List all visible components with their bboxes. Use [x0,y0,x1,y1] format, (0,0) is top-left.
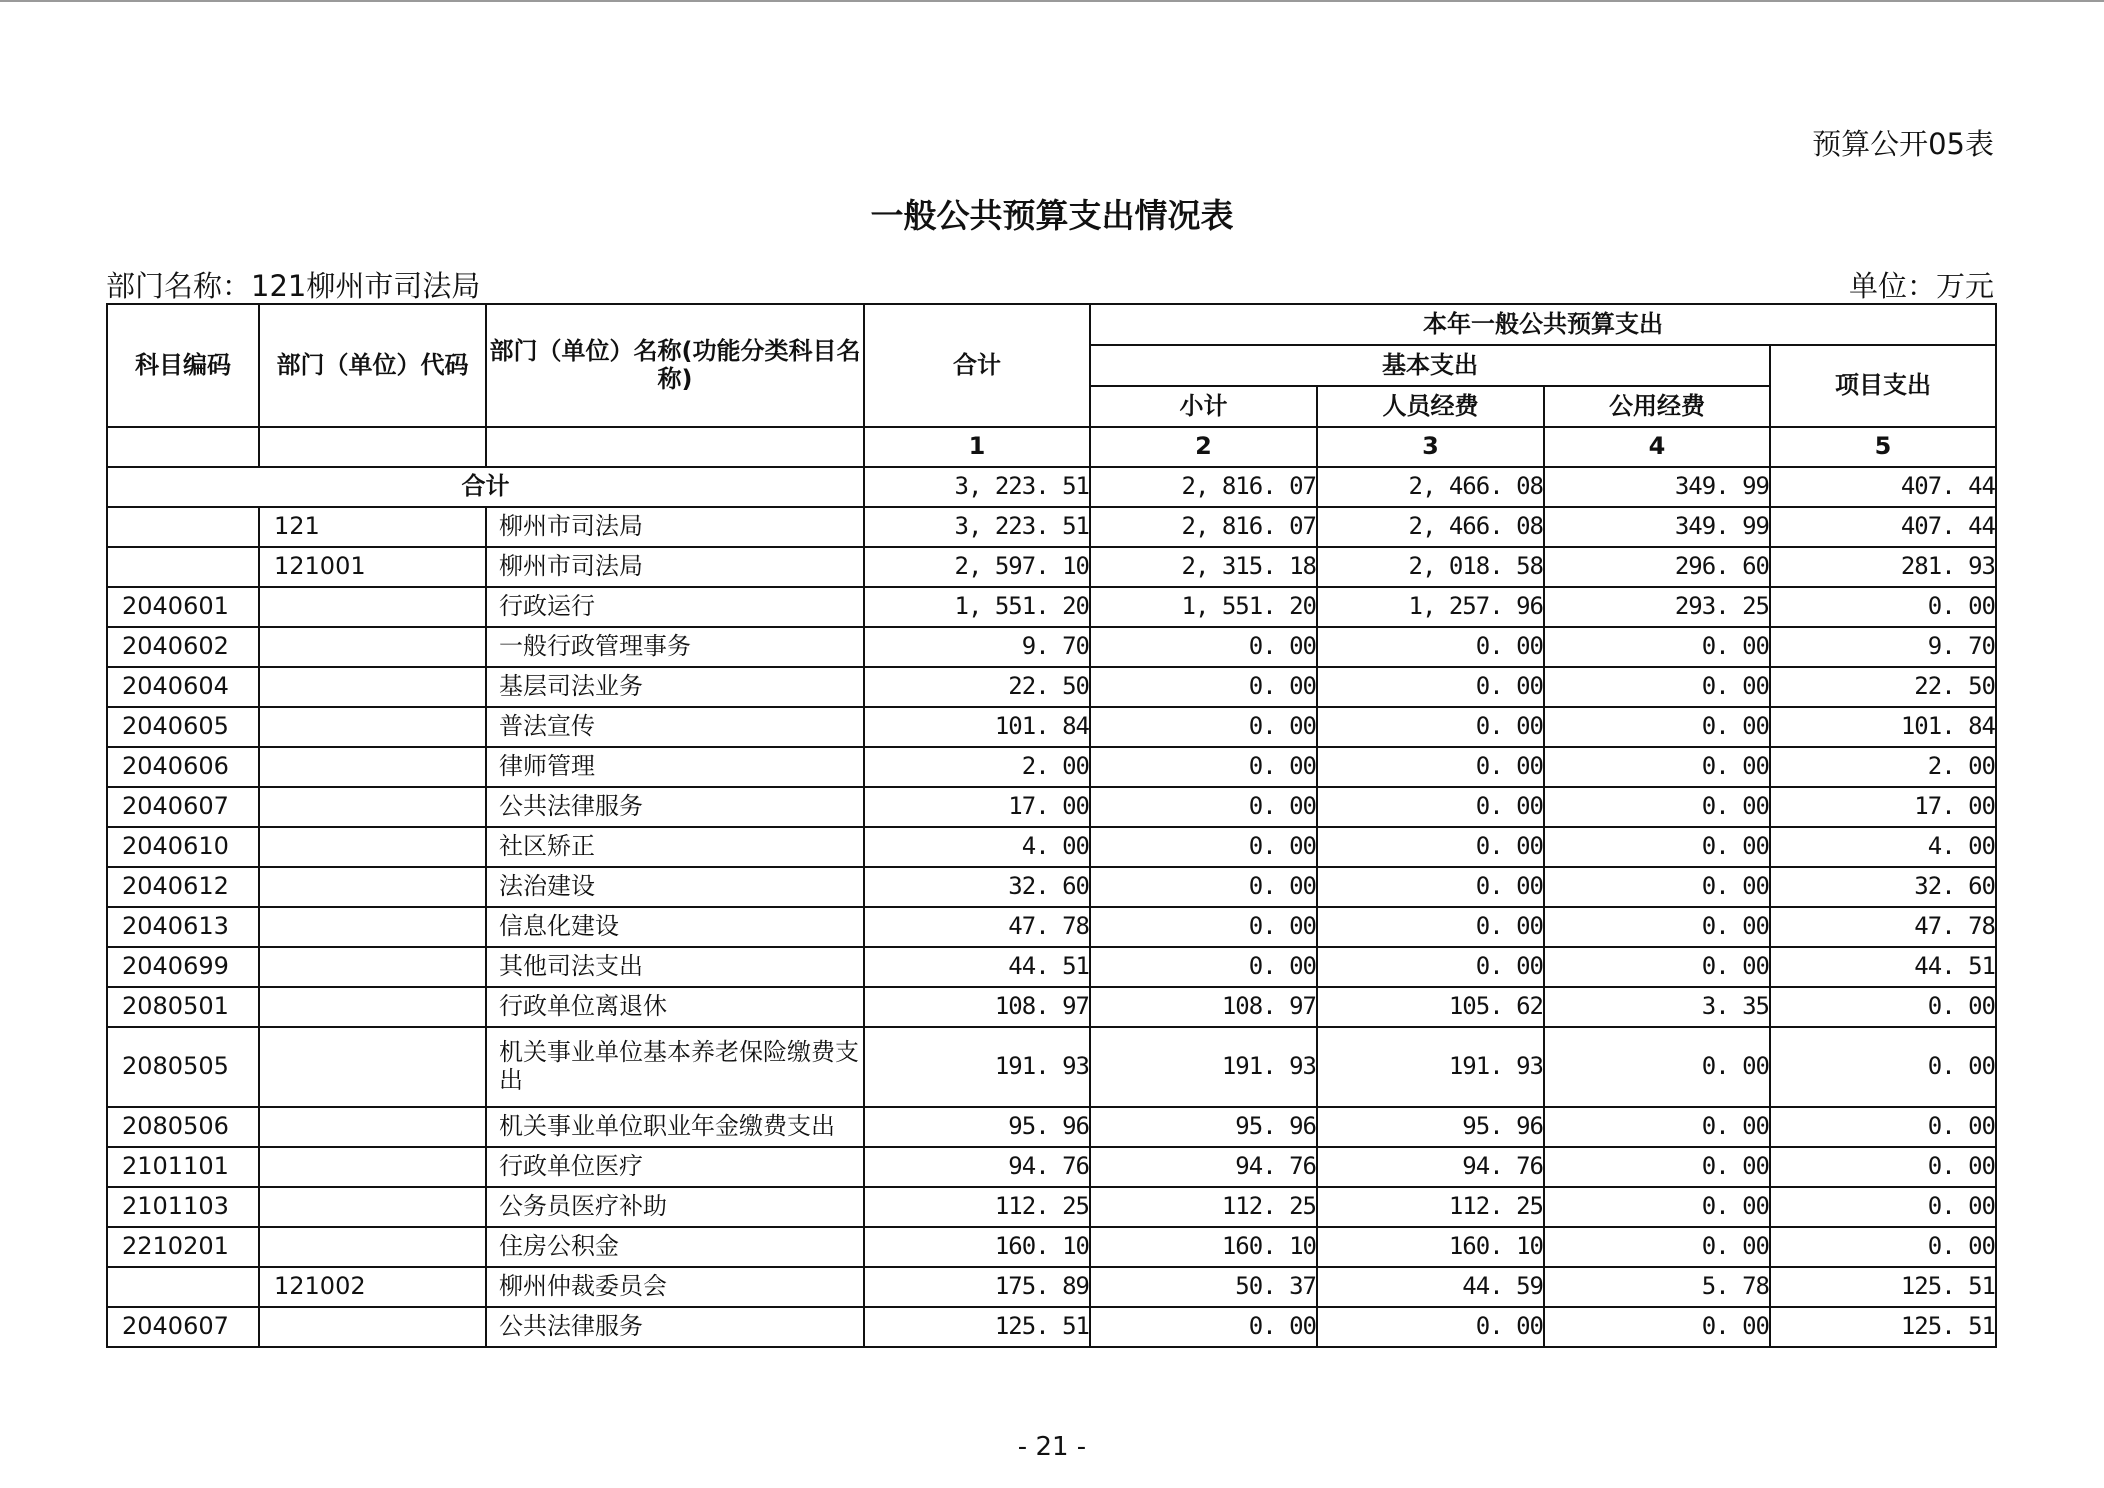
unit-code-cell [259,667,486,707]
project-cell: 125. 51 [1770,1307,1996,1347]
subject-code-cell [107,547,259,587]
subtotal-cell: 160. 10 [1090,1227,1317,1267]
personnel-cell: 2, 018. 58 [1317,547,1544,587]
subject-code-cell: 2210201 [107,1227,259,1267]
table-row [107,1267,1996,1307]
project-cell: 2. 00 [1770,747,1996,787]
public-cell: 0. 00 [1544,627,1770,667]
name-cell: 法治建设 [486,867,864,907]
total-cell: 191. 93 [864,1027,1090,1107]
total-cell: 2. 00 [864,747,1090,787]
total-label: 合计 [107,467,864,507]
header-total: 合计 [864,304,1090,427]
name-cell: 行政运行 [486,587,864,627]
table-row [107,987,1996,1027]
unit-code-cell [259,1227,486,1267]
budget-table [106,303,1997,1348]
project-cell: 125. 51 [1770,1267,1996,1307]
subject-code-cell: 2080505 [107,1027,259,1107]
table-row [107,547,1996,587]
header-blank [486,427,864,467]
table-row [107,1147,1996,1187]
personnel-cell: 0. 00 [1317,707,1544,747]
project-cell: 407. 44 [1770,467,1996,507]
header-col-number: 1 [864,427,1090,467]
total-row [107,467,1996,507]
header-subject-code: 科目编码 [107,304,259,427]
unit-code-cell: 121002 [259,1267,486,1307]
header-col-number: 4 [1544,427,1770,467]
subject-code-cell: 2080506 [107,1107,259,1147]
subtotal-cell: 191. 93 [1090,1027,1317,1107]
project-cell: 281. 93 [1770,547,1996,587]
project-cell: 0. 00 [1770,987,1996,1027]
header-unit-name: 部门（单位）名称(功能分类科目名称) [486,304,864,427]
subtotal-cell: 1, 551. 20 [1090,587,1317,627]
public-cell: 0. 00 [1544,787,1770,827]
subject-code-cell: 2040606 [107,747,259,787]
public-cell: 0. 00 [1544,1027,1770,1107]
personnel-cell: 112. 25 [1317,1187,1544,1227]
total-cell: 112. 25 [864,1187,1090,1227]
header-col-number: 3 [1317,427,1544,467]
page-title: 一般公共预算支出情况表 [870,196,1234,235]
unit-code-cell [259,747,486,787]
unit-code-cell [259,907,486,947]
unit-code-cell [259,707,486,747]
header-unit-code: 部门（单位）代码 [259,304,486,427]
unit-code-cell [259,1027,486,1107]
table-row [107,867,1996,907]
personnel-cell: 1, 257. 96 [1317,587,1544,627]
name-cell: 普法宣传 [486,707,864,747]
subtotal-cell: 0. 00 [1090,1307,1317,1347]
subtotal-cell: 2, 315. 18 [1090,547,1317,587]
name-cell: 柳州仲裁委员会 [486,1267,864,1307]
subtotal-cell: 0. 00 [1090,707,1317,747]
unit-code-cell [259,1147,486,1187]
subtotal-cell: 0. 00 [1090,627,1317,667]
project-cell: 4. 00 [1770,827,1996,867]
total-cell: 3, 223. 51 [864,467,1090,507]
personnel-cell: 105. 62 [1317,987,1544,1027]
personnel-cell: 2, 466. 08 [1317,507,1544,547]
table-row [107,587,1996,627]
public-cell: 0. 00 [1544,667,1770,707]
total-cell: 3, 223. 51 [864,507,1090,547]
public-cell: 0. 00 [1544,1307,1770,1347]
project-cell: 407. 44 [1770,507,1996,547]
name-cell: 机关事业单位基本养老保险缴费支出 [486,1027,864,1107]
unit-code-cell [259,867,486,907]
project-cell: 0. 00 [1770,1147,1996,1187]
subtotal-cell: 0. 00 [1090,947,1317,987]
subject-code-cell: 2040607 [107,1307,259,1347]
public-cell: 3. 35 [1544,987,1770,1027]
total-cell: 94. 76 [864,1147,1090,1187]
public-cell: 0. 00 [1544,867,1770,907]
subject-code-cell: 2080501 [107,987,259,1027]
table-row [107,747,1996,787]
public-cell: 0. 00 [1544,947,1770,987]
subject-code-cell: 2040605 [107,707,259,747]
unit-code-cell [259,1107,486,1147]
subject-code-cell: 2040699 [107,947,259,987]
subtotal-cell: 0. 00 [1090,747,1317,787]
subtotal-cell: 0. 00 [1090,907,1317,947]
form-code: 预算公开05表 [1812,127,1994,161]
total-cell: 44. 51 [864,947,1090,987]
personnel-cell: 44. 59 [1317,1267,1544,1307]
public-cell: 0. 00 [1544,907,1770,947]
project-cell: 0. 00 [1770,1227,1996,1267]
public-cell: 0. 00 [1544,1107,1770,1147]
table-row [107,1107,1996,1147]
total-cell: 47. 78 [864,907,1090,947]
name-cell: 行政单位医疗 [486,1147,864,1187]
table-row [107,827,1996,867]
unit-code-cell [259,787,486,827]
public-cell: 0. 00 [1544,1227,1770,1267]
personnel-cell: 94. 76 [1317,1147,1544,1187]
project-cell: 0. 00 [1770,1107,1996,1147]
public-cell: 5. 78 [1544,1267,1770,1307]
page-number: - 21 - [1017,1432,1087,1462]
header-basic: 基本支出 [1090,345,1770,386]
total-cell: 22. 50 [864,667,1090,707]
name-cell: 公务员医疗补助 [486,1187,864,1227]
project-cell: 44. 51 [1770,947,1996,987]
table-row [107,707,1996,747]
total-cell: 4. 00 [864,827,1090,867]
table-row [107,787,1996,827]
table-row [107,507,1996,547]
name-cell: 住房公积金 [486,1227,864,1267]
subtotal-cell: 2, 816. 07 [1090,467,1317,507]
table-row [107,1227,1996,1267]
table-row [107,1187,1996,1227]
subtotal-cell: 108. 97 [1090,987,1317,1027]
subtotal-cell: 94. 76 [1090,1147,1317,1187]
public-cell: 0. 00 [1544,827,1770,867]
personnel-cell: 0. 00 [1317,867,1544,907]
personnel-cell: 0. 00 [1317,907,1544,947]
project-cell: 32. 60 [1770,867,1996,907]
project-cell: 101. 84 [1770,707,1996,747]
unit-code-cell [259,1307,486,1347]
unit-code-cell [259,987,486,1027]
top-border-line [0,0,2104,2]
header-project: 项目支出 [1770,345,1996,427]
project-cell: 22. 50 [1770,667,1996,707]
subtotal-cell: 112. 25 [1090,1187,1317,1227]
personnel-cell: 0. 00 [1317,827,1544,867]
subject-code-cell: 2101101 [107,1147,259,1187]
total-cell: 2, 597. 10 [864,547,1090,587]
name-cell: 柳州市司法局 [486,507,864,547]
table-row [107,1027,1996,1107]
personnel-cell: 191. 93 [1317,1027,1544,1107]
total-cell: 95. 96 [864,1107,1090,1147]
name-cell: 柳州市司法局 [486,547,864,587]
name-cell: 社区矫正 [486,827,864,867]
name-cell: 行政单位离退休 [486,987,864,1027]
subtotal-cell: 2, 816. 07 [1090,507,1317,547]
table-row [107,907,1996,947]
total-cell: 17. 00 [864,787,1090,827]
project-cell: 17. 00 [1770,787,1996,827]
total-cell: 101. 84 [864,707,1090,747]
subject-code-cell [107,1267,259,1307]
header-col-number: 5 [1770,427,1996,467]
unit-code-cell [259,947,486,987]
personnel-cell: 0. 00 [1317,747,1544,787]
public-cell: 349. 99 [1544,467,1770,507]
total-cell: 175. 89 [864,1267,1090,1307]
public-cell: 0. 00 [1544,1147,1770,1187]
header-current-year: 本年一般公共预算支出 [1090,304,1996,345]
subject-code-cell [107,507,259,547]
table-row [107,1307,1996,1347]
header-subtotal: 小计 [1090,386,1317,427]
unit-code-cell [259,827,486,867]
public-cell: 0. 00 [1544,1187,1770,1227]
public-cell: 0. 00 [1544,707,1770,747]
header-personnel: 人员经费 [1317,386,1544,427]
table-row [107,947,1996,987]
name-cell: 基层司法业务 [486,667,864,707]
subject-code-cell: 2040602 [107,627,259,667]
subject-code-cell: 2101103 [107,1187,259,1227]
project-cell: 0. 00 [1770,587,1996,627]
name-cell: 公共法律服务 [486,787,864,827]
unit-code-cell [259,587,486,627]
project-cell: 0. 00 [1770,1187,1996,1227]
header-blank [259,427,486,467]
subject-code-cell: 2040610 [107,827,259,867]
subtotal-cell: 0. 00 [1090,787,1317,827]
public-cell: 296. 60 [1544,547,1770,587]
table-row [107,667,1996,707]
personnel-cell: 0. 00 [1317,787,1544,827]
total-cell: 9. 70 [864,627,1090,667]
subtotal-cell: 0. 00 [1090,867,1317,907]
subtotal-cell: 0. 00 [1090,827,1317,867]
personnel-cell: 0. 00 [1317,947,1544,987]
total-cell: 125. 51 [864,1307,1090,1347]
department-label: 部门名称：121柳州市司法局 [106,269,481,303]
subtotal-cell: 95. 96 [1090,1107,1317,1147]
public-cell: 0. 00 [1544,747,1770,787]
total-cell: 108. 97 [864,987,1090,1027]
subject-code-cell: 2040601 [107,587,259,627]
name-cell: 信息化建设 [486,907,864,947]
project-cell: 9. 70 [1770,627,1996,667]
unit-code-cell: 121 [259,507,486,547]
unit-code-cell [259,1187,486,1227]
personnel-cell: 0. 00 [1317,1307,1544,1347]
subject-code-cell: 2040612 [107,867,259,907]
subject-code-cell: 2040607 [107,787,259,827]
personnel-cell: 95. 96 [1317,1107,1544,1147]
public-cell: 293. 25 [1544,587,1770,627]
total-cell: 160. 10 [864,1227,1090,1267]
header-col-number: 2 [1090,427,1317,467]
name-cell: 律师管理 [486,747,864,787]
subject-code-cell: 2040613 [107,907,259,947]
name-cell: 一般行政管理事务 [486,627,864,667]
project-cell: 0. 00 [1770,1027,1996,1107]
header-blank [107,427,259,467]
unit-code-cell: 121001 [259,547,486,587]
header-public: 公用经费 [1544,386,1770,427]
personnel-cell: 0. 00 [1317,667,1544,707]
public-cell: 349. 99 [1544,507,1770,547]
total-cell: 1, 551. 20 [864,587,1090,627]
personnel-cell: 2, 466. 08 [1317,467,1544,507]
table-row [107,627,1996,667]
subtotal-cell: 0. 00 [1090,667,1317,707]
name-cell: 机关事业单位职业年金缴费支出 [486,1107,864,1147]
name-cell: 其他司法支出 [486,947,864,987]
name-cell: 公共法律服务 [486,1307,864,1347]
personnel-cell: 160. 10 [1317,1227,1544,1267]
unit-code-cell [259,627,486,667]
personnel-cell: 0. 00 [1317,627,1544,667]
project-cell: 47. 78 [1770,907,1996,947]
total-cell: 32. 60 [864,867,1090,907]
subtotal-cell: 50. 37 [1090,1267,1317,1307]
unit-label: 单位：万元 [1848,269,1994,303]
subject-code-cell: 2040604 [107,667,259,707]
